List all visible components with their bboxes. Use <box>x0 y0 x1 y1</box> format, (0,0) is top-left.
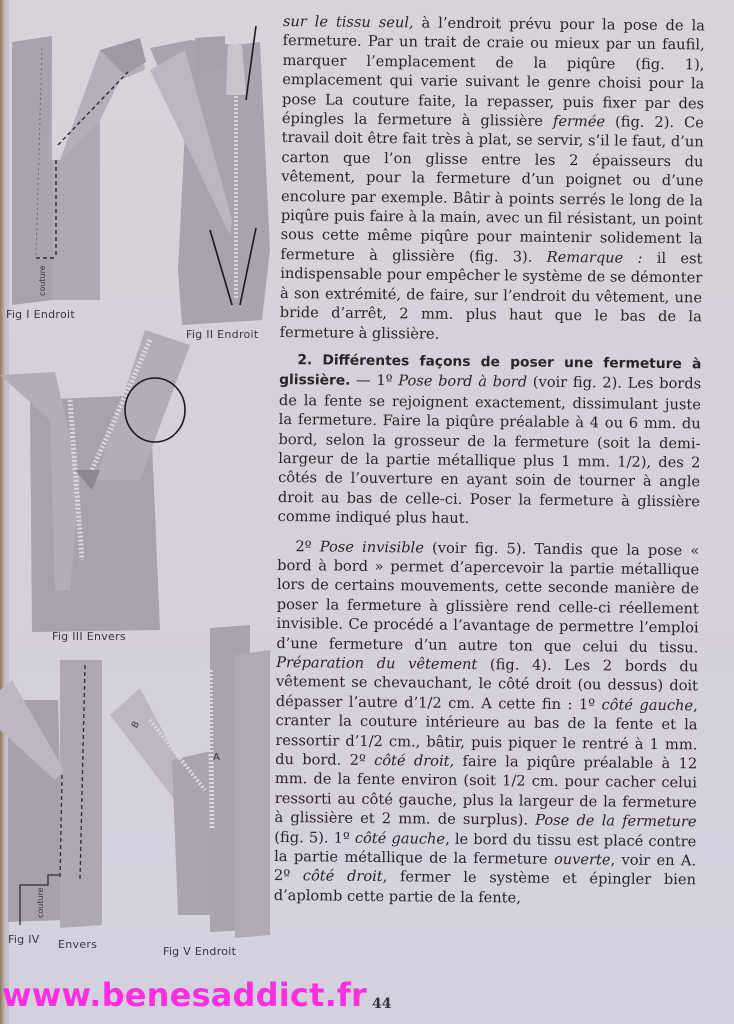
text-span: (fig. 4). Les 2 bords du vêtement se chevauchant, le côté droit (ou dessus) doit dépasser l’autre d’1/2 cm. A cette fin : 1º <box>275 656 699 714</box>
fig4-envers-label: Envers <box>58 938 98 951</box>
italic-span: Préparation du vêtement <box>276 653 478 674</box>
italic-span: côté gauche <box>601 696 694 715</box>
text-span: (voir fig. 2). Les bords de la fente se rejoignent exactement, dissimulant juste la fermeture. Faire la piqûre préalable à 4 ou 6 mm. du bord, selon la grosseur de la fermeture (soit la demi-largeur de la partie métallique plus 1 mm. 1/2), des 2 côtés de l’ouverture en ayant soin de tourner à angle droit au bas de celle-ci. Poser la fermeture à glissière comme indiqué plus haut. <box>277 373 702 528</box>
italic-span: côté gauche <box>354 829 446 848</box>
text-span: à l’endroit prévu pour la pose de la fermeture. Par un trait de craie ou mieux par un faufil, marquer l’emplacement de la piqûre (fig. 1), emplacement qui varie suivant le genre choisi pour la pose La couture faite, la repasser, puis fixer par des épingles la fermeture à glissière <box>281 14 705 130</box>
italic-span: sur le tissu seul, <box>282 12 414 32</box>
text-span: il est indispensable pour empêcher le système de se démonter à son extrémité, de faire, sur l’endroit du vêtement, une bride d’arrêt, 2 mm. plus haut que le bas de la fermeture à glissière. <box>279 249 703 343</box>
fig3-caption: Fig III Envers <box>52 630 126 643</box>
italic-span: ouverte <box>553 850 611 869</box>
fig5-marker-a: A <box>213 752 221 763</box>
fig1-drawing <box>12 36 146 305</box>
text-span: 2º <box>295 537 320 555</box>
section-heading: 2. Différentes façons de poser une fermeture à glissière. <box>279 352 702 390</box>
paragraph-1 <box>280 12 705 346</box>
text-span: (voir fig. 5). Tandis que la pose « bord à bord » permet d’apercevoir la partie métallique lors de certains mouvements, cette seconde manière de poser la fermeture à glissière rend celle-ci réellement invisible. Ce procédé a l’avantage de permettre l’emploi d’une fermeture d’un autre ton que celui du tissu. <box>276 539 700 656</box>
body-text-column <box>274 12 705 910</box>
fig2-caption: Fig II Endroit <box>186 328 259 341</box>
text-span: — 1º <box>350 372 399 390</box>
paragraph-2-section-heading <box>278 350 702 531</box>
italic-span: Pose bord à bord <box>398 372 528 391</box>
italic-span: Remarque : <box>546 248 643 267</box>
paragraph-3 <box>274 537 700 910</box>
italic-span: Pose invisible <box>319 537 424 557</box>
italic-span: Pose de la fermeture <box>535 811 697 831</box>
fig3-drawing <box>0 330 190 632</box>
fig1-caption: Fig I Endroit <box>6 308 75 321</box>
fig4-drawing <box>0 660 102 928</box>
fig5-marker-b: B <box>130 719 143 731</box>
italic-span: fermée <box>552 112 606 131</box>
italic-span: côté droit <box>302 867 383 886</box>
fig4-couture-label: couture <box>36 887 45 918</box>
text-span: , le bord du tissu est placé contre la partie métallique de la fermeture <box>274 830 697 868</box>
page-number: 44 <box>372 996 392 1012</box>
text-span: (fig. 2). Ce travail doit être fait très à plat, se servir, s’il le faut, d’un carton que l’on glisse entre les 2 épaisseurs du vêtement, pour la fermeture d’un poignet ou d’une encolure par exemple. Bâtir à points serrés le long de la piqûre puis faire à la main, avec un fil résistant, un point sous cette même piqûre pour maintenir solidement la fermeture à glissière (fig. 3). <box>280 113 704 266</box>
text-span: (fig. 5). 1º <box>274 828 355 847</box>
text-span: , cranter la couture intérieure au bas de la fente et la ressortir d’1/2 cm., bâtir, puis piquer le rentré à 1 mm. du bord. 2º <box>275 697 698 770</box>
illustrations-column <box>0 0 280 1024</box>
italic-span: côté droit, <box>374 752 455 770</box>
text-span: , voir en A. 2º <box>273 851 697 885</box>
fig4-caption: Fig IV <box>8 933 40 946</box>
text-span: faire la piqûre préalable à 12 mm. de la fente environ (soit 1/2 cm. pour cacher celui ressorti au côté gauche, plus la largeur de la fermeture à glissière et 2 mm. de surplus). <box>274 752 698 829</box>
fig1-couture-label: couture <box>38 265 47 296</box>
sewing-illustrations <box>0 0 280 1024</box>
watermark-url: www.benesaddict.fr <box>2 976 368 1014</box>
text-span: , fermer le système et épingler bien d’aplomb cette partie de la fente, <box>273 868 697 907</box>
fig2-drawing <box>150 26 270 325</box>
fig5-caption: Fig V Endroit <box>163 945 237 958</box>
fig5-drawing <box>110 625 270 938</box>
